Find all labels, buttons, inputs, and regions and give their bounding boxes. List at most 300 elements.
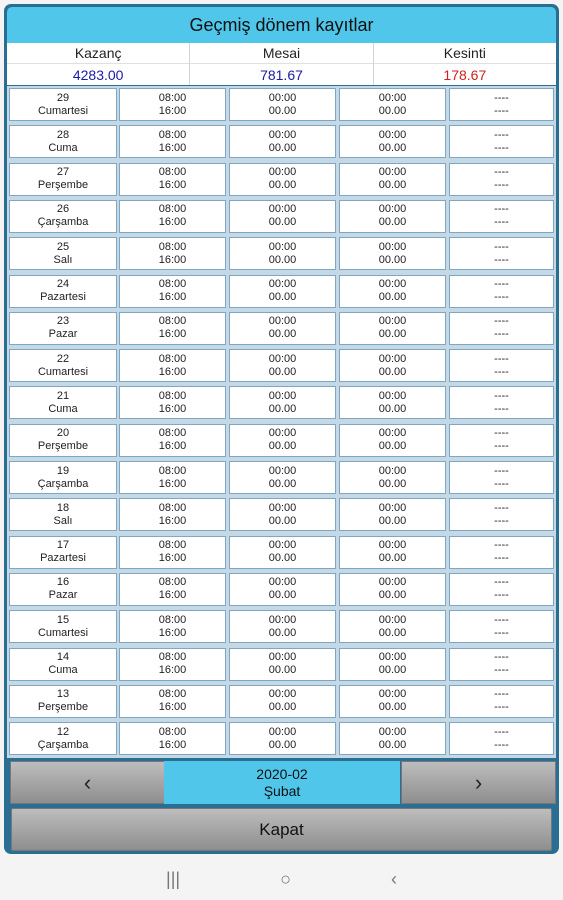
- time-cell[interactable]: [229, 163, 336, 196]
- note-cell-top-text: ----: [494, 688, 509, 701]
- date-cell-bottom-text: Salı: [53, 253, 73, 266]
- time-cell-top-text: 00:00: [378, 128, 407, 141]
- current-period: [164, 761, 400, 804]
- time-cell-bottom-text: 00.00: [378, 664, 407, 676]
- time-cell-bottom-text: 00.00: [268, 104, 297, 117]
- note-cell-top-text: ----: [494, 651, 509, 663]
- time-cell-top-text: 00:00: [268, 725, 297, 738]
- recents-icon[interactable]: |||: [166, 868, 181, 889]
- note-cell-bottom-text: ----: [494, 589, 509, 602]
- note-cell-bottom-text: ----: [494, 701, 509, 714]
- overtime-label: Mesai: [190, 43, 372, 64]
- shift-cell-bottom-text: 16:00: [158, 216, 187, 229]
- time-cell-bottom-text: 00.00: [268, 328, 297, 341]
- period-year-month: 2020-02: [256, 765, 308, 782]
- time-cell-bottom-text: 00.00: [378, 440, 407, 453]
- shift-cell-bottom-text: 16:00: [158, 589, 187, 602]
- date-cell[interactable]: [9, 125, 117, 158]
- time-cell[interactable]: [229, 275, 336, 308]
- shift-cell-bottom-text: 16:00: [158, 365, 187, 378]
- note-cell[interactable]: [449, 498, 554, 531]
- date-cell[interactable]: [9, 461, 117, 494]
- date-cell[interactable]: [9, 163, 117, 196]
- time-cell-bottom-text: 00.00: [268, 738, 297, 751]
- note-cell[interactable]: [449, 275, 554, 308]
- time-cell[interactable]: [339, 275, 446, 308]
- time-cell-top-text: 00:00: [268, 240, 297, 253]
- time-cell-top-text: 00:00: [378, 203, 407, 216]
- shift-cell[interactable]: [119, 648, 226, 681]
- date-cell[interactable]: [9, 498, 117, 531]
- time-cell-bottom-text: 00.00: [378, 477, 407, 490]
- home-icon[interactable]: ○: [280, 868, 291, 889]
- shift-cell[interactable]: [119, 424, 226, 457]
- shift-cell-bottom-text: 16:00: [158, 738, 187, 751]
- table-row[interactable]: [7, 347, 556, 384]
- time-cell-top-text: 00:00: [378, 613, 407, 626]
- date-cell[interactable]: [9, 648, 117, 681]
- table-row[interactable]: [7, 534, 556, 571]
- date-cell-top-text: 19: [56, 464, 70, 477]
- shift-cell[interactable]: [119, 312, 226, 345]
- date-cell-bottom-text: Çarşamba: [37, 477, 89, 490]
- shift-cell-top-text: 08:00: [158, 688, 187, 701]
- time-cell-bottom-text: 00.00: [268, 216, 297, 229]
- time-cell-bottom-text: 00.00: [268, 253, 297, 266]
- note-cell[interactable]: [449, 200, 554, 233]
- table-row[interactable]: [7, 571, 556, 608]
- note-cell-bottom-text: ----: [494, 179, 509, 192]
- time-cell-top-text: 00:00: [378, 539, 407, 552]
- date-cell-bottom-text: Pazartesi: [40, 552, 86, 565]
- date-cell-top-text: 22: [56, 352, 70, 365]
- table-row[interactable]: [7, 720, 556, 757]
- note-cell-bottom-text: ----: [494, 514, 509, 527]
- shift-cell-bottom-text: 16:00: [158, 701, 187, 714]
- time-cell[interactable]: [339, 88, 446, 121]
- date-cell-bottom-text: Cumartesi: [37, 626, 89, 639]
- date-cell-top-text: 26: [56, 203, 70, 216]
- date-cell[interactable]: [9, 88, 117, 121]
- time-cell[interactable]: [339, 312, 446, 345]
- note-cell-bottom-text: ----: [494, 291, 509, 303]
- time-cell[interactable]: [339, 386, 446, 419]
- date-cell[interactable]: [9, 610, 117, 643]
- date-cell[interactable]: [9, 685, 117, 718]
- date-cell[interactable]: [9, 536, 117, 569]
- time-cell-top-text: 00:00: [268, 651, 297, 663]
- shift-cell[interactable]: [119, 200, 226, 233]
- note-cell-top-text: ----: [494, 576, 509, 589]
- time-cell[interactable]: [339, 722, 446, 755]
- date-cell[interactable]: [9, 312, 117, 345]
- time-cell-bottom-text: 00.00: [378, 253, 407, 266]
- time-cell-top-text: 00:00: [268, 688, 297, 701]
- note-cell[interactable]: [449, 237, 554, 270]
- shift-cell-top-text: 08:00: [158, 91, 187, 104]
- table-row[interactable]: [7, 646, 556, 683]
- date-cell-top-text: 21: [56, 389, 70, 402]
- note-cell-top-text: ----: [494, 128, 509, 141]
- note-cell-top-text: ----: [494, 389, 509, 402]
- shift-cell-top-text: 08:00: [158, 278, 187, 290]
- note-cell-bottom-text: ----: [494, 440, 509, 453]
- date-cell-bottom-text: Çarşamba: [37, 738, 89, 751]
- note-cell[interactable]: [449, 536, 554, 569]
- time-cell-bottom-text: 00.00: [268, 514, 297, 527]
- time-cell-bottom-text: 00.00: [268, 141, 297, 154]
- time-cell-bottom-text: 00.00: [268, 440, 297, 453]
- dialog-title: Geçmiş dönem kayıtlar: [7, 7, 556, 43]
- shift-cell-bottom-text: 16:00: [158, 291, 187, 303]
- date-cell-top-text: 24: [56, 278, 70, 290]
- time-cell-top-text: 00:00: [268, 576, 297, 589]
- time-cell-top-text: 00:00: [378, 464, 407, 477]
- note-cell[interactable]: [449, 685, 554, 718]
- shift-cell-top-text: 08:00: [158, 464, 187, 477]
- shift-cell-top-text: 08:00: [158, 725, 187, 738]
- next-period-button[interactable]: [401, 761, 556, 804]
- time-cell[interactable]: [229, 424, 336, 457]
- time-cell-top-text: 00:00: [378, 91, 407, 104]
- shift-cell-top-text: 08:00: [158, 539, 187, 552]
- date-cell-top-text: 18: [56, 501, 70, 514]
- time-cell-bottom-text: 00.00: [378, 589, 407, 602]
- time-cell-top-text: 00:00: [268, 352, 297, 365]
- note-cell[interactable]: [449, 648, 554, 681]
- chevron-right-icon: ›: [474, 769, 483, 795]
- date-cell[interactable]: [9, 237, 117, 270]
- note-cell-bottom-text: ----: [494, 626, 509, 639]
- date-cell-top-text: 13: [56, 688, 70, 701]
- time-cell[interactable]: [229, 610, 336, 643]
- note-cell[interactable]: [449, 312, 554, 345]
- date-cell-bottom-text: Cumartesi: [37, 365, 89, 378]
- date-cell[interactable]: [9, 573, 117, 606]
- date-cell[interactable]: [9, 200, 117, 233]
- note-cell-top-text: ----: [494, 539, 509, 552]
- table-row[interactable]: [7, 273, 556, 310]
- earnings-value: 4283.00: [72, 66, 124, 83]
- time-cell-bottom-text: 00.00: [378, 365, 407, 378]
- period-month-name: Şubat: [263, 782, 301, 799]
- time-cell[interactable]: [339, 200, 446, 233]
- note-cell-top-text: ----: [494, 278, 509, 290]
- table-row[interactable]: [7, 608, 556, 645]
- time-cell[interactable]: [339, 498, 446, 531]
- time-cell-top-text: 00:00: [268, 501, 297, 514]
- note-cell-bottom-text: ----: [494, 253, 509, 266]
- summary-panel: [7, 43, 556, 85]
- date-cell[interactable]: [9, 349, 117, 382]
- shift-cell-top-text: 08:00: [158, 166, 187, 179]
- table-row[interactable]: [7, 459, 556, 496]
- shift-cell-top-text: 08:00: [158, 651, 187, 663]
- shift-cell-top-text: 08:00: [158, 613, 187, 626]
- time-cell-bottom-text: 00.00: [268, 664, 297, 676]
- date-cell-top-text: 12: [56, 725, 70, 738]
- note-cell[interactable]: [449, 386, 554, 419]
- time-cell-top-text: 00:00: [378, 278, 407, 290]
- shift-cell-bottom-text: 16:00: [158, 402, 187, 415]
- time-cell-top-text: 00:00: [268, 128, 297, 141]
- shift-cell[interactable]: [119, 722, 226, 755]
- note-cell[interactable]: [449, 88, 554, 121]
- previous-period-button[interactable]: [10, 761, 165, 804]
- shift-cell[interactable]: [119, 88, 226, 121]
- note-cell-top-text: ----: [494, 203, 509, 216]
- time-cell-bottom-text: 00.00: [268, 179, 297, 192]
- time-cell-top-text: 00:00: [378, 501, 407, 514]
- time-cell-bottom-text: 00.00: [378, 552, 407, 565]
- date-cell-bottom-text: Salı: [53, 514, 73, 527]
- time-cell-bottom-text: 00.00: [378, 104, 407, 117]
- time-cell-top-text: 00:00: [378, 389, 407, 402]
- time-cell-bottom-text: 00.00: [268, 291, 297, 303]
- note-cell-bottom-text: ----: [494, 141, 509, 154]
- time-cell-top-text: 00:00: [268, 389, 297, 402]
- chevron-left-icon: ‹: [83, 769, 92, 795]
- shift-cell-top-text: 08:00: [158, 315, 187, 328]
- note-cell[interactable]: [449, 125, 554, 158]
- table-row[interactable]: [7, 161, 556, 198]
- note-cell-top-text: ----: [494, 501, 509, 514]
- note-cell[interactable]: [449, 573, 554, 606]
- note-cell-top-text: ----: [494, 91, 509, 104]
- note-cell-bottom-text: ----: [494, 477, 509, 490]
- shift-cell[interactable]: [119, 610, 226, 643]
- time-cell-bottom-text: 00.00: [378, 179, 407, 192]
- table-row[interactable]: [7, 384, 556, 421]
- date-cell-bottom-text: Cuma: [48, 402, 78, 415]
- note-cell[interactable]: [449, 461, 554, 494]
- time-cell-top-text: 00:00: [378, 315, 407, 328]
- time-cell[interactable]: [339, 163, 446, 196]
- time-cell-bottom-text: 00.00: [268, 701, 297, 714]
- date-cell-bottom-text: Cuma: [48, 664, 78, 676]
- note-cell-top-text: ----: [494, 725, 509, 738]
- date-cell-bottom-text: Perşembe: [37, 701, 89, 714]
- time-cell[interactable]: [339, 461, 446, 494]
- shift-cell-top-text: 08:00: [158, 501, 187, 514]
- time-cell[interactable]: [339, 424, 446, 457]
- date-cell-bottom-text: Pazartesi: [40, 291, 86, 303]
- date-cell-top-text: 23: [56, 315, 70, 328]
- time-cell[interactable]: [229, 125, 336, 158]
- time-cell[interactable]: [229, 386, 336, 419]
- time-cell-top-text: 00:00: [378, 576, 407, 589]
- shift-cell[interactable]: [119, 275, 226, 308]
- shift-cell-top-text: 08:00: [158, 427, 187, 440]
- time-cell-bottom-text: 00.00: [268, 626, 297, 639]
- time-cell-top-text: 00:00: [268, 464, 297, 477]
- back-icon[interactable]: ‹: [390, 868, 397, 889]
- time-cell-top-text: 00:00: [378, 352, 407, 365]
- date-cell-top-text: 27: [56, 166, 70, 179]
- note-cell[interactable]: [449, 610, 554, 643]
- note-cell[interactable]: [449, 424, 554, 457]
- date-cell[interactable]: [9, 722, 117, 755]
- records-table: [7, 86, 556, 758]
- time-cell-top-text: 00:00: [378, 427, 407, 440]
- date-cell-top-text: 29: [56, 91, 70, 104]
- shift-cell-bottom-text: 16:00: [158, 253, 187, 266]
- date-cell-top-text: 28: [56, 128, 70, 141]
- shift-cell-top-text: 08:00: [158, 203, 187, 216]
- table-row[interactable]: [7, 198, 556, 235]
- period-navigation: [7, 760, 556, 804]
- time-cell-top-text: 00:00: [378, 240, 407, 253]
- shift-cell-bottom-text: 16:00: [158, 104, 187, 117]
- shift-cell-top-text: 08:00: [158, 576, 187, 589]
- time-cell-top-text: 00:00: [378, 688, 407, 701]
- time-cell-top-text: 00:00: [378, 166, 407, 179]
- time-cell[interactable]: [229, 312, 336, 345]
- time-cell[interactable]: [229, 237, 336, 270]
- shift-cell-bottom-text: 16:00: [158, 440, 187, 453]
- date-cell-top-text: 15: [56, 613, 70, 626]
- note-cell[interactable]: [449, 163, 554, 196]
- note-cell-bottom-text: ----: [494, 738, 509, 751]
- note-cell-bottom-text: ----: [494, 328, 509, 341]
- time-cell[interactable]: [229, 498, 336, 531]
- deduction-label: Kesinti: [374, 43, 556, 64]
- date-cell-top-text: 16: [56, 576, 70, 589]
- time-cell-bottom-text: 00.00: [268, 552, 297, 565]
- shift-cell-bottom-text: 16:00: [158, 179, 187, 192]
- shift-cell-top-text: 08:00: [158, 389, 187, 402]
- table-row[interactable]: [7, 496, 556, 533]
- time-cell-top-text: 00:00: [268, 203, 297, 216]
- note-cell-top-text: ----: [494, 352, 509, 365]
- date-cell[interactable]: [9, 275, 117, 308]
- shift-cell[interactable]: [119, 461, 226, 494]
- note-cell-top-text: ----: [494, 166, 509, 179]
- shift-cell[interactable]: [119, 573, 226, 606]
- date-cell-bottom-text: Pazar: [48, 328, 78, 341]
- table-row[interactable]: [7, 86, 556, 123]
- time-cell-top-text: 00:00: [268, 315, 297, 328]
- note-cell-bottom-text: ----: [494, 104, 509, 117]
- shift-cell-bottom-text: 16:00: [158, 626, 187, 639]
- note-cell-bottom-text: ----: [494, 552, 509, 565]
- shift-cell-top-text: 08:00: [158, 352, 187, 365]
- system-navigation-bar: [0, 858, 563, 900]
- time-cell[interactable]: [229, 573, 336, 606]
- time-cell-top-text: 00:00: [378, 725, 407, 738]
- time-cell-bottom-text: 00.00: [378, 141, 407, 154]
- shift-cell-bottom-text: 16:00: [158, 477, 187, 490]
- date-cell-bottom-text: Çarşamba: [37, 216, 89, 229]
- shift-cell-bottom-text: 16:00: [158, 328, 187, 341]
- table-row[interactable]: [7, 123, 556, 160]
- time-cell-bottom-text: 00.00: [378, 328, 407, 341]
- time-cell[interactable]: [339, 349, 446, 382]
- time-cell-bottom-text: 00.00: [378, 291, 407, 303]
- date-cell-bottom-text: Cumartesi: [37, 104, 89, 117]
- time-cell[interactable]: [339, 536, 446, 569]
- dialog: [4, 4, 559, 854]
- note-cell-bottom-text: ----: [494, 402, 509, 415]
- shift-cell[interactable]: [119, 386, 226, 419]
- time-cell-top-text: 00:00: [268, 613, 297, 626]
- time-cell[interactable]: [229, 461, 336, 494]
- shift-cell[interactable]: [119, 498, 226, 531]
- note-cell-top-text: ----: [494, 464, 509, 477]
- shift-cell-top-text: 08:00: [158, 240, 187, 253]
- time-cell[interactable]: [339, 237, 446, 270]
- time-cell[interactable]: [339, 125, 446, 158]
- shift-cell[interactable]: [119, 536, 226, 569]
- date-cell-top-text: 17: [56, 539, 70, 552]
- shift-cell[interactable]: [119, 163, 226, 196]
- note-cell-top-text: ----: [494, 613, 509, 626]
- time-cell-top-text: 00:00: [268, 427, 297, 440]
- time-cell[interactable]: [339, 648, 446, 681]
- time-cell-bottom-text: 00.00: [268, 365, 297, 378]
- time-cell-bottom-text: 00.00: [268, 477, 297, 490]
- shift-cell-bottom-text: 16:00: [158, 141, 187, 154]
- time-cell-top-text: 00:00: [268, 539, 297, 552]
- table-row[interactable]: [7, 235, 556, 272]
- date-cell-top-text: 25: [56, 240, 70, 253]
- time-cell[interactable]: [229, 648, 336, 681]
- time-cell[interactable]: [339, 610, 446, 643]
- time-cell[interactable]: [229, 88, 336, 121]
- time-cell-top-text: 00:00: [378, 651, 407, 663]
- summary-earnings: [7, 43, 190, 85]
- summary-deduction: [374, 43, 556, 85]
- date-cell-bottom-text: Cuma: [48, 141, 78, 154]
- date-cell[interactable]: [9, 386, 117, 419]
- time-cell[interactable]: [339, 573, 446, 606]
- time-cell[interactable]: [229, 722, 336, 755]
- time-cell-bottom-text: 00.00: [378, 216, 407, 229]
- shift-cell[interactable]: [119, 125, 226, 158]
- date-cell-top-text: 20: [56, 427, 70, 440]
- close-button[interactable]: Kapat: [11, 808, 552, 851]
- time-cell[interactable]: [229, 536, 336, 569]
- shift-cell[interactable]: [119, 349, 226, 382]
- table-row[interactable]: [7, 683, 556, 720]
- shift-cell-bottom-text: 16:00: [158, 664, 187, 676]
- shift-cell[interactable]: [119, 237, 226, 270]
- time-cell[interactable]: [229, 200, 336, 233]
- table-row[interactable]: [7, 422, 556, 459]
- time-cell-top-text: 00:00: [268, 278, 297, 290]
- time-cell-bottom-text: 00.00: [378, 738, 407, 751]
- note-cell[interactable]: [449, 722, 554, 755]
- note-cell-bottom-text: ----: [494, 365, 509, 378]
- shift-cell[interactable]: [119, 685, 226, 718]
- shift-cell-bottom-text: 16:00: [158, 514, 187, 527]
- summary-overtime: [190, 43, 373, 85]
- note-cell-top-text: ----: [494, 315, 509, 328]
- time-cell[interactable]: [339, 685, 446, 718]
- earnings-label: Kazanç: [7, 43, 189, 64]
- date-cell[interactable]: [9, 424, 117, 457]
- time-cell[interactable]: [229, 349, 336, 382]
- table-row[interactable]: [7, 310, 556, 347]
- note-cell-top-text: ----: [494, 240, 509, 253]
- note-cell[interactable]: [449, 349, 554, 382]
- time-cell[interactable]: [229, 685, 336, 718]
- date-cell-bottom-text: Perşembe: [37, 179, 89, 192]
- shift-cell-bottom-text: 16:00: [158, 552, 187, 565]
- note-cell-top-text: ----: [494, 427, 509, 440]
- time-cell-bottom-text: 00.00: [378, 402, 407, 415]
- time-cell-top-text: 00:00: [268, 91, 297, 104]
